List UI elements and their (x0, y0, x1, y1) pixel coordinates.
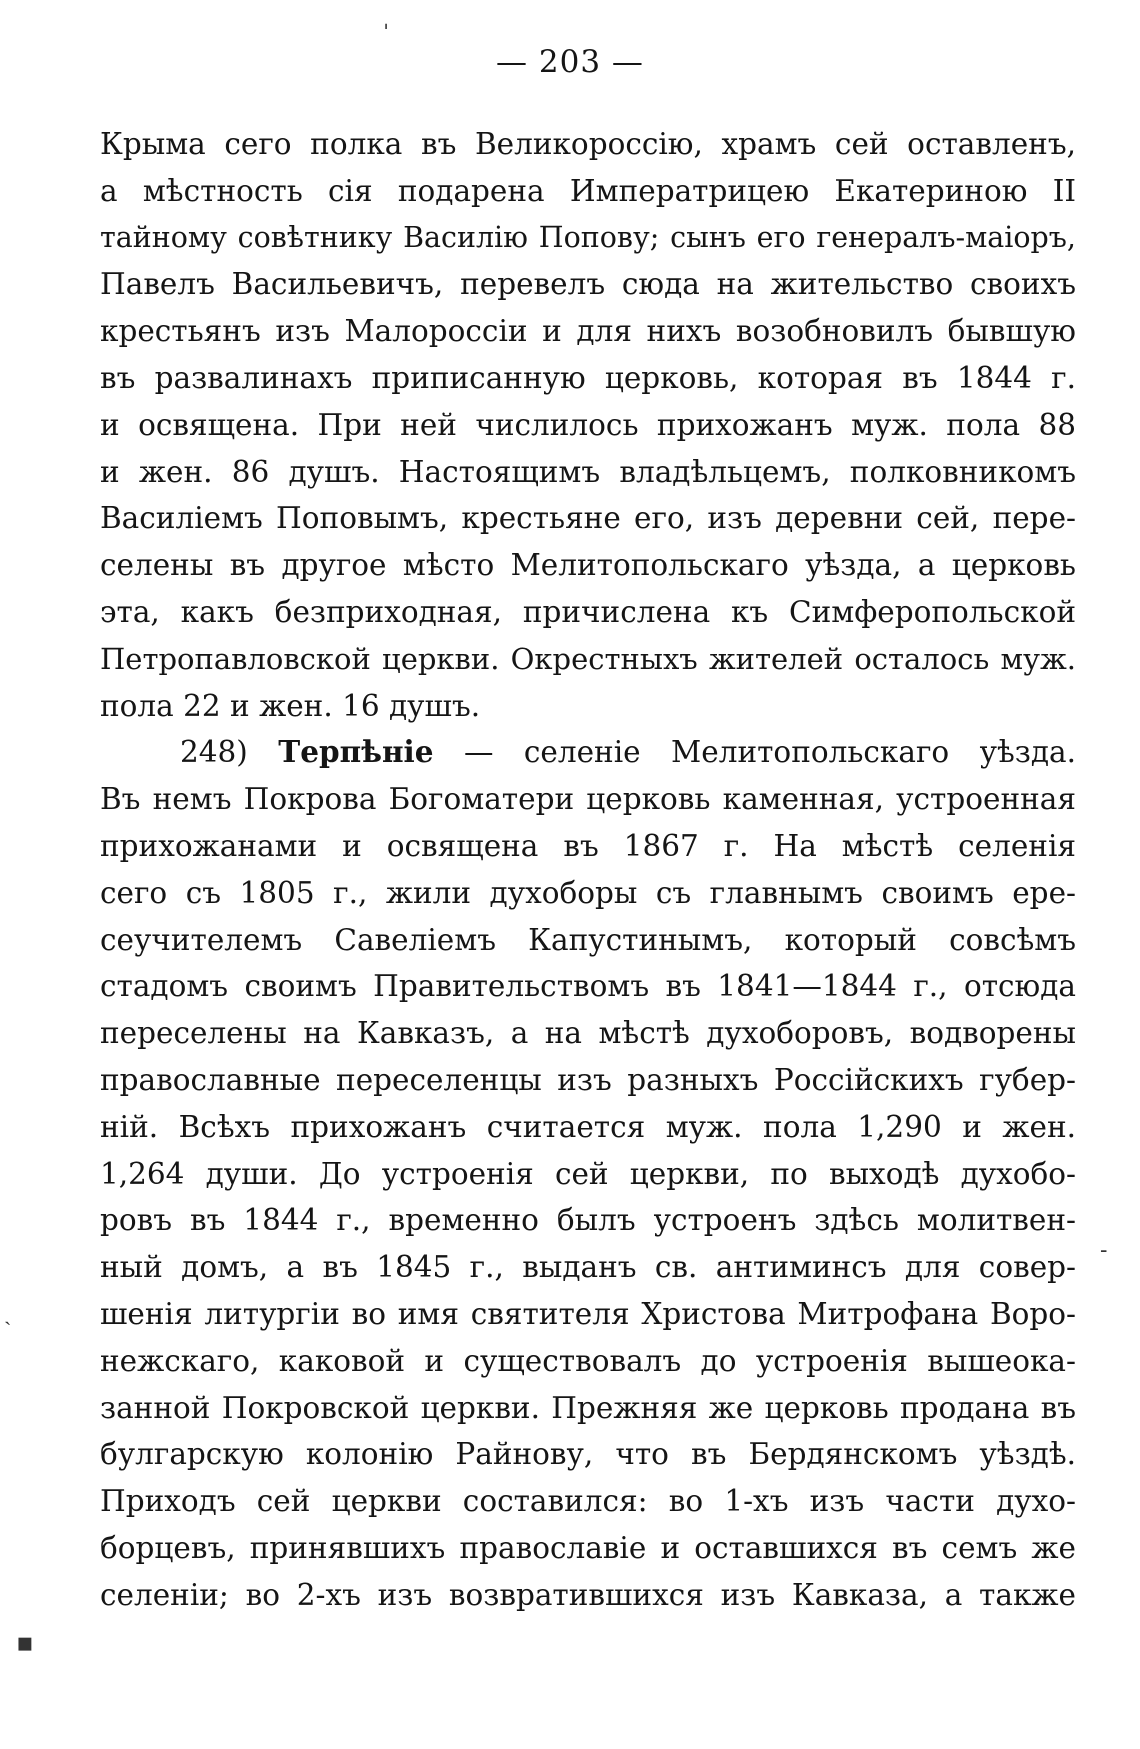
text-line: ровъ въ 1844 г., временно былъ устроенъ здѣсь молитвен- (100, 1203, 1076, 1238)
scan-speck: ˈ (383, 22, 390, 47)
text-line: занной Покровской церкви. Прежняя же церковь продана въ (100, 1390, 1076, 1425)
text-line: булгарскую колонію Райнову, что въ Бердянскомъ уѣздѣ. (100, 1437, 1076, 1472)
text-line: въ развалинахъ приписанную церковь, которая въ 1844 г. (100, 360, 1076, 395)
text-line: прихожанами и освящена въ 1867 г. На мѣстѣ селенія (100, 828, 1076, 863)
scan-speck: ▪ (16, 1628, 34, 1658)
text-line: и освящена. При ней числилось прихожанъ муж. пола 88 (100, 407, 1076, 442)
text-line: Петропавловской церкви. Окрестныхъ жителей осталось муж. (100, 641, 1076, 676)
entry-title: Терпѣніе (278, 734, 434, 770)
text-line: 1,264 души. До устроенія сей церкви, по выходѣ духобо- (100, 1156, 1076, 1191)
text-line: православные переселенцы изъ разныхъ Россійскихъ губер- (100, 1062, 1076, 1097)
page-text (100, 121, 1076, 1619)
entry-heading-line (100, 729, 1076, 776)
text-line: крестьянъ изъ Малороссіи и для нихъ возобновилъ бывшую (100, 314, 1076, 349)
text-line: селены въ другое мѣсто Мелитопольскаго уѣзда, а церковь (100, 548, 1076, 583)
scan-speck: - (1100, 1238, 1108, 1263)
entry-248-terpenie (100, 729, 1076, 1618)
text-line: пола 22 и жен. 16 душъ. (100, 688, 481, 723)
text-line: Въ немъ Покрова Богоматери церковь каменная, устроенная (100, 782, 1076, 817)
entry-heading-rest: — селеніе Мелитопольскаго уѣзда. (463, 735, 1076, 770)
text-line: тайному совѣтнику Василію Попову; сынъ его генералъ-маіоръ, (100, 220, 1076, 254)
text-line: Крыма сего полка въ Великороссію, храмъ сей оставленъ, (100, 127, 1076, 161)
text-line: сего съ 1805 г., жили духоборы съ главнымъ своимъ ере- (100, 875, 1076, 910)
text-line: борцевъ, принявшихъ православіе и оставшихся въ семъ же (100, 1530, 1076, 1565)
text-line: ній. Всѣхъ прихожанъ считается муж. пола 1,290 и жен. (100, 1109, 1076, 1144)
text-line: Павелъ Васильевичъ, перевелъ сюда на жительство своихъ (100, 267, 1076, 302)
text-line: и жен. 86 душъ. Настоящимъ владѣльцемъ, полковникомъ (100, 454, 1076, 489)
text-line: селеніи; во 2-хъ изъ возвратившихся изъ Кавказа, а также (100, 1577, 1076, 1612)
paragraph-crimea (100, 121, 1076, 729)
entry-number: 248) (180, 735, 248, 770)
text-line: шенія литургіи во имя святителя Христова Митрофана Воро- (100, 1296, 1076, 1331)
text-line: эта, какъ безприходная, причислена къ Симферопольской (100, 594, 1076, 629)
text-line: стадомъ своимъ Правительствомъ въ 1841—1844 г., отсюда (100, 969, 1076, 1004)
page-number: — 203 — (496, 44, 644, 80)
text-line: нежскаго, каковой и существовалъ до устроенія вышеока- (100, 1343, 1076, 1378)
text-line: переселены на Кавказъ, а на мѣстѣ духоборовъ, водворены (100, 1016, 1076, 1051)
text-line: Василіемъ Поповымъ, крестьяне его, изъ деревни сей, пере- (100, 501, 1076, 536)
text-line: а мѣстность сія подарена Императрицею Екатериною II (100, 173, 1076, 208)
text-line: ный домъ, а въ 1845 г., выданъ св. антиминсъ для совер- (100, 1250, 1076, 1285)
scan-speck: ˏ (4, 1301, 12, 1326)
text-line: Приходъ сей церкви составился: во 1-хъ изъ части духо- (100, 1484, 1076, 1519)
text-line: сеучителемъ Савеліемъ Капустинымъ, который совсѣмъ (100, 922, 1076, 957)
